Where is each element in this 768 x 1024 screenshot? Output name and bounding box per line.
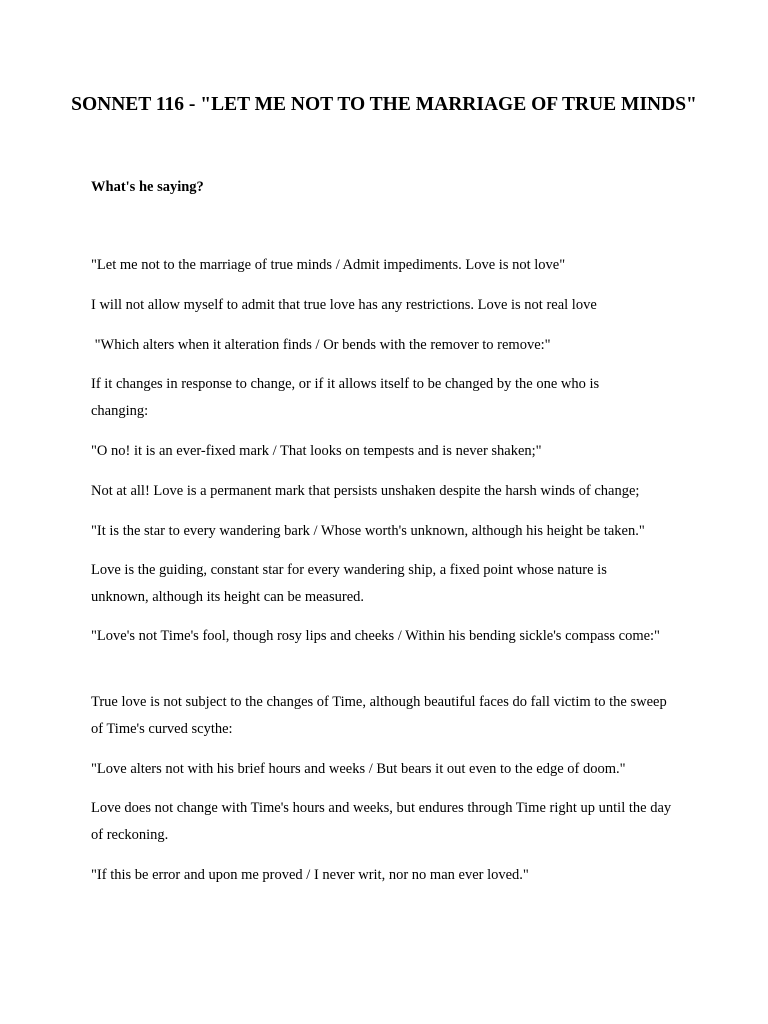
paragraph-paraphrase-6: Love does not change with Time's hours and weeks, but endures through Time right up until the day of reckoning. bbox=[91, 800, 672, 843]
paragraph-quote-6: "Love alters not with his brief hours and weeks / But bears it out even to the edge of doom." bbox=[91, 761, 626, 777]
subheading: What's he saying? bbox=[91, 179, 204, 195]
paragraph-quote-7: "If this be error and upon me proved / I never writ, nor no man ever loved." bbox=[91, 867, 529, 883]
paragraph-paraphrase-5: True love is not subject to the changes of Time, although beautiful faces do fall victim to the sweep of Time's curved scythe: bbox=[91, 694, 667, 737]
paragraph-paraphrase-1: I will not allow myself to admit that true love has any restrictions. Love is not real love bbox=[91, 297, 597, 313]
document-title: SONNET 116 - "LET ME NOT TO THE MARRIAGE OF TRUE MINDS" bbox=[71, 94, 697, 115]
paragraph-quote-1: "Let me not to the marriage of true minds / Admit impediments. Love is not love" bbox=[91, 257, 566, 273]
paragraph-quote-5: "Love's not Time's fool, though rosy lips and cheeks / Within his bending sickle's compass come:" bbox=[91, 628, 660, 644]
paragraph-quote-3: "O no! it is an ever-fixed mark / That looks on tempests and is never shaken;" bbox=[91, 443, 542, 459]
paragraph-paraphrase-4: Love is the guiding, constant star for every wandering ship, a fixed point whose nature is unknown, although its height can be measured. bbox=[91, 562, 607, 605]
paragraph-quote-4: "It is the star to every wandering bark / Whose worth's unknown, although his height be taken." bbox=[91, 523, 645, 539]
paragraph-paraphrase-2: If it changes in response to change, or if it allows itself to be changed by the one who is changing: bbox=[91, 376, 600, 419]
paragraph-paraphrase-3: Not at all! Love is a permanent mark that persists unshaken despite the harsh winds of change; bbox=[91, 483, 640, 499]
paragraph-quote-2: "Which alters when it alteration finds / Or bends with the remover to remove:" bbox=[91, 337, 551, 353]
